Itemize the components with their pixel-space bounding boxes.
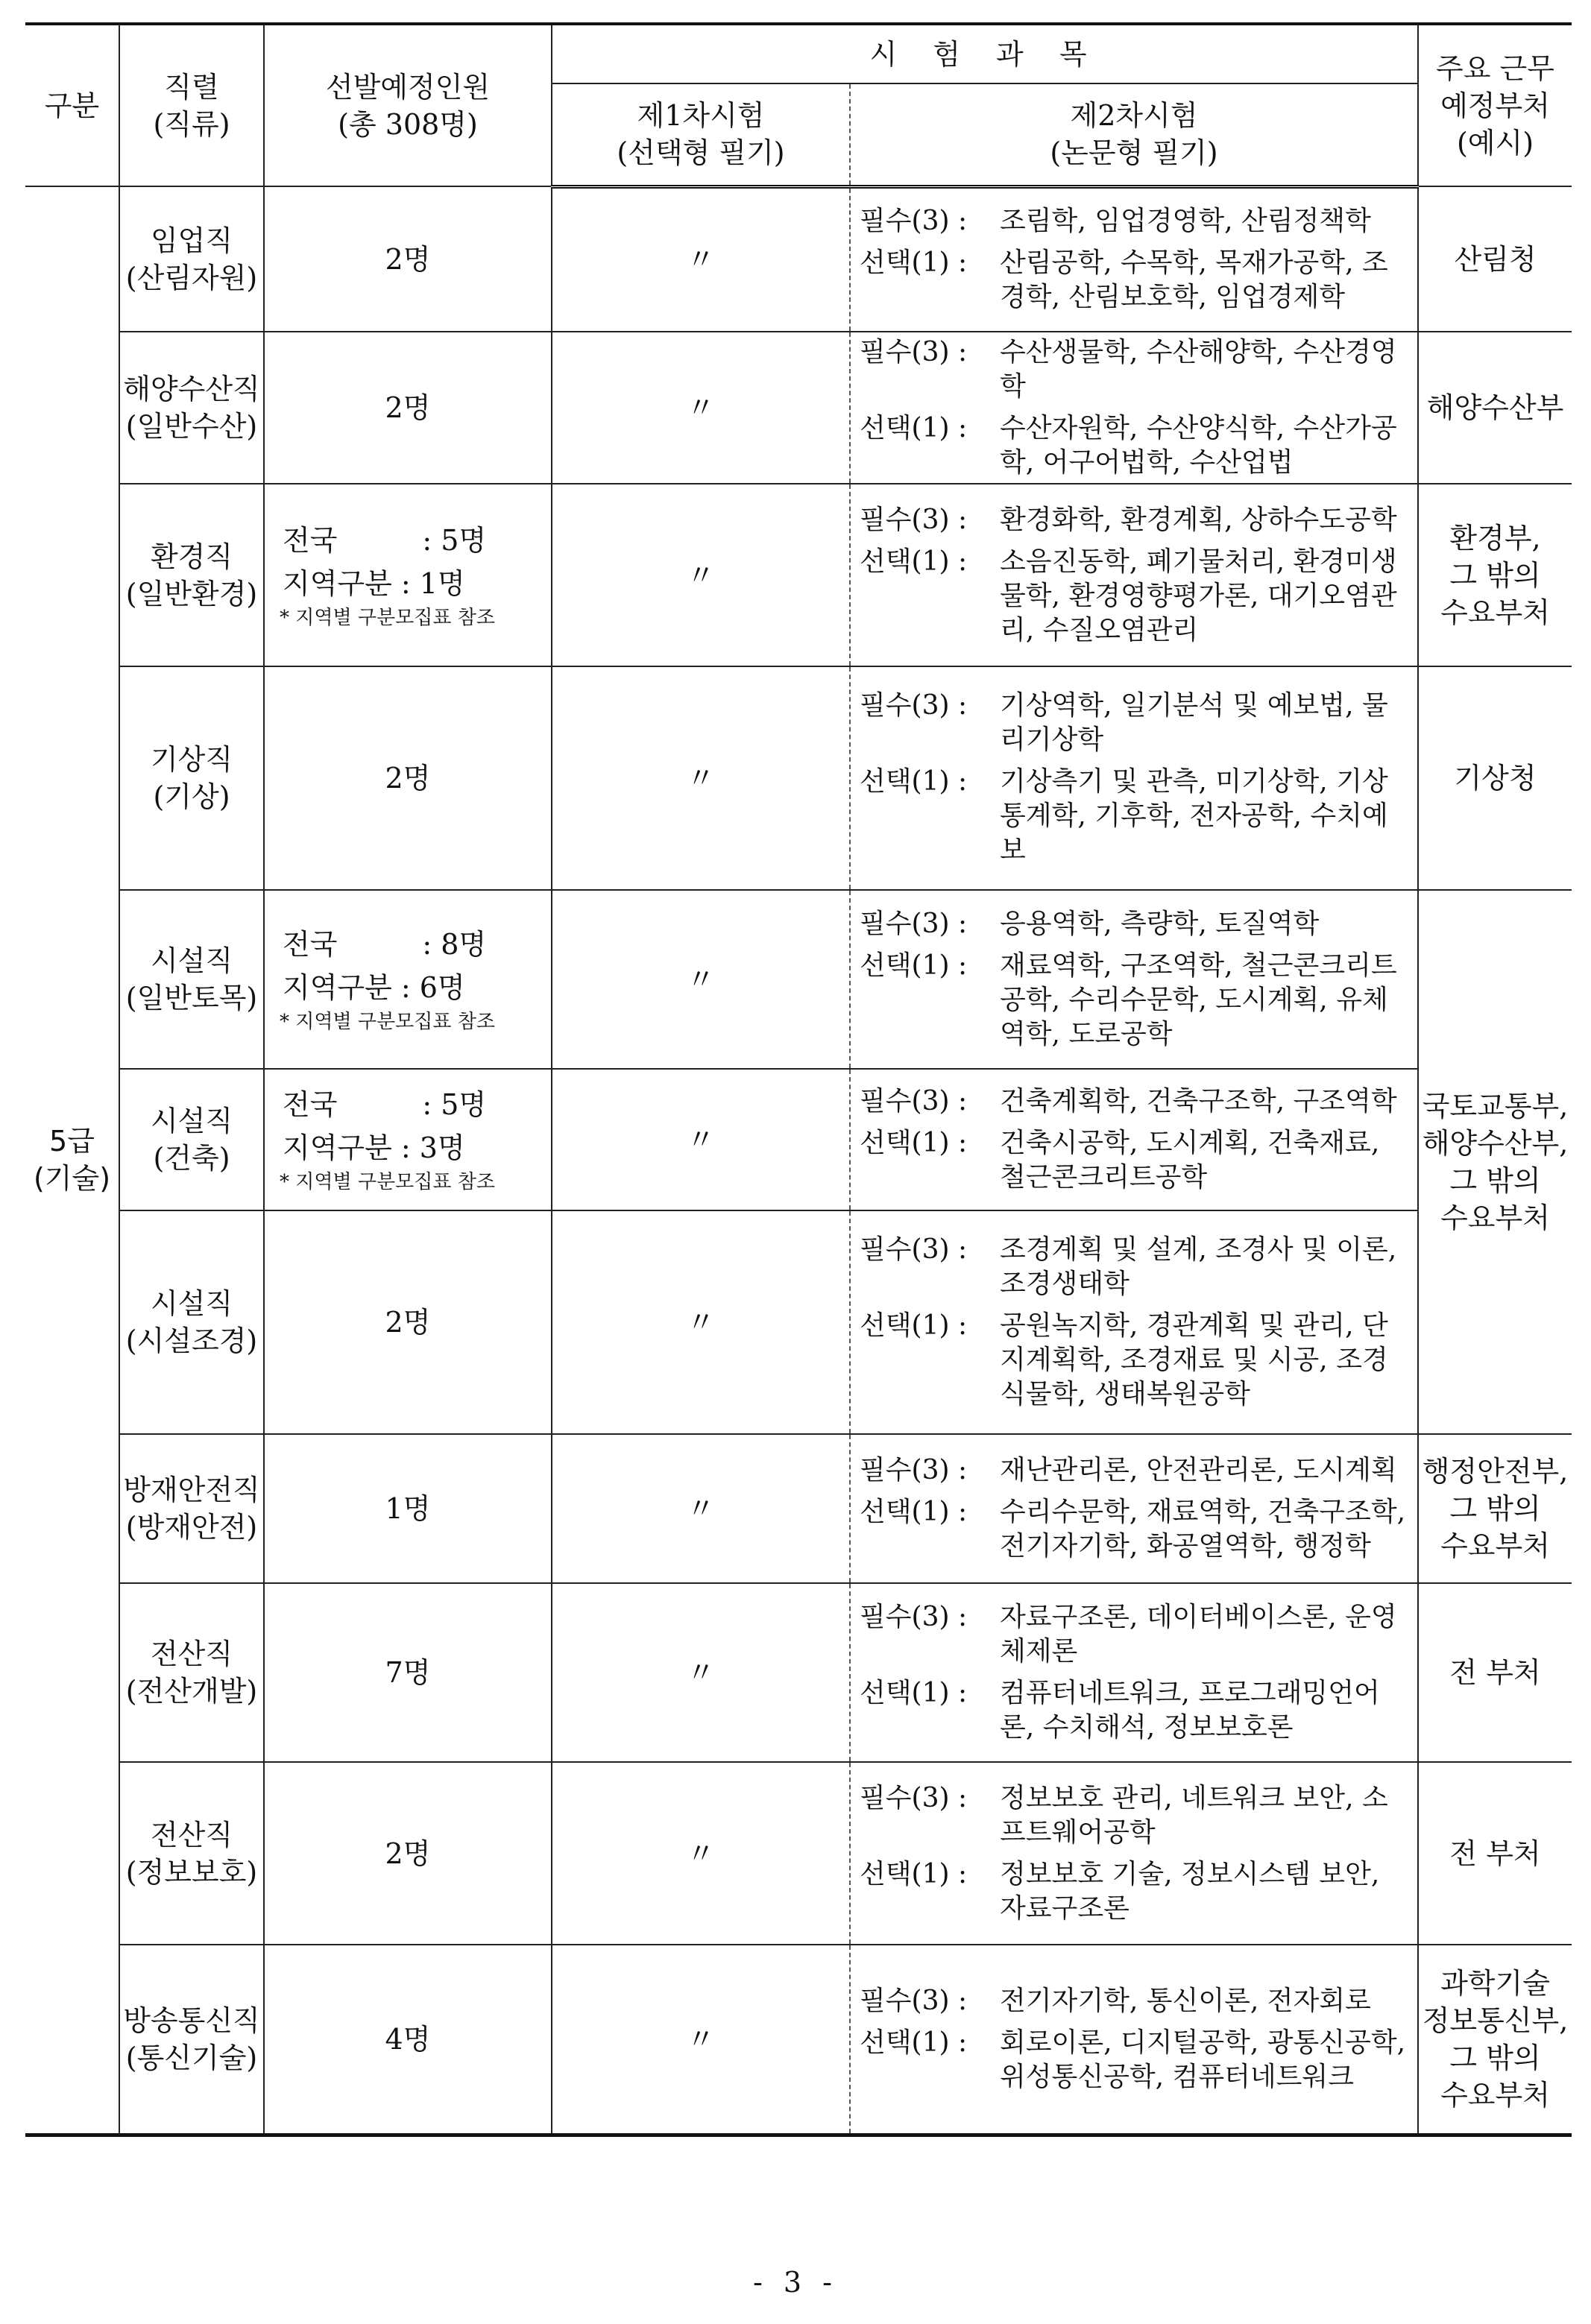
job-cell: 임업직 (산림자원) [119,186,264,332]
exam2-cell: 필수(3) : 전기자기학, 통신이론, 전자회로 선택(1) : 회로이론, 디지털공학, 광통신공학, 위성통신공학, 컴퓨터네트워크 [850,1945,1418,2135]
dept-cell: 전 부처 [1418,1583,1572,1762]
exam2-cell: 필수(3) : 자료구조론, 데이터베이스론, 운영체제론 선택(1) : 컴퓨터네트워크, 프로그래밍언어론, 수치해석, 정보보호론 [850,1583,1418,1762]
grade-cell: 5급 (기술) [25,186,119,2135]
table-row [25,186,1572,332]
quota-cell: 전국 : 5명 지역구분 : 1명 * 지역별 구분모집표 참조 [264,484,552,666]
quota-cell: 4명 [264,1945,552,2135]
table-row [25,1945,1572,2135]
dept-cell: 해양수산부 [1418,332,1572,484]
quota-cell: 2명 [264,1762,552,1945]
job-cell: 기상직 (기상) [119,666,264,890]
header-exam2: 제2차시험 (논문형 필기) [850,83,1418,186]
job-cell: 방송통신직 (통신기술) [119,1945,264,2135]
exam2-cell: 필수(3) : 응용역학, 측량학, 토질역학 선택(1) : 재료역학, 구조역학, 철근콘크리트공학, 수리수문학, 도시계획, 유체역학, 도로공학 [850,890,1418,1069]
job-cell: 환경직 (일반환경) [119,484,264,666]
header-exam1: 제1차시험 (선택형 필기) [552,83,850,186]
exam2-cell: 필수(3) : 조림학, 임업경영학, 산림정책학 선택(1) : 산림공학, 수목학, 목재가공학, 조경학, 산림보호학, 임업경제학 [850,186,1418,332]
exam1-cell: 〃 [552,890,850,1069]
table-row [25,484,1572,666]
dept-cell: 기상청 [1418,666,1572,890]
exam1-cell: 〃 [552,484,850,666]
table-row [25,1069,1572,1210]
quota-cell: 전국 : 5명 지역구분 : 3명 * 지역별 구분모집표 참조 [264,1069,552,1210]
exam-subject-table [25,22,1572,2137]
table-row [25,1762,1572,1945]
job-cell: 시설직 (시설조경) [119,1210,264,1434]
dept-cell: 산림청 [1418,186,1572,332]
quota-cell: 1명 [264,1434,552,1583]
header-category: 구분 [25,24,119,186]
table-row [25,1210,1572,1434]
table-row [25,890,1572,1069]
header-quota: 선발예정인원 (총 308명) [264,24,552,186]
exam1-cell: 〃 [552,1762,850,1945]
exam2-cell: 필수(3) : 수산생물학, 수산해양학, 수산경영학 선택(1) : 수산자원학, 수산양식학, 수산가공학, 어구어법학, 수산업법 [850,332,1418,484]
exam2-cell: 필수(3) : 기상역학, 일기분석 및 예보법, 물리기상학 선택(1) : 기상측기 및 관측, 미기상학, 기상통계학, 기후학, 전자공학, 수치예보 [850,666,1418,890]
dept-cell: 과학기술 정보통신부, 그 밖의 수요부처 [1418,1945,1572,2135]
exam2-cell: 필수(3) : 조경계획 및 설계, 조경사 및 이론, 조경생태학 선택(1) : 공원녹지학, 경관계획 및 관리, 단지계획학, 조경재료 및 시공, 조경식물학, 생태복원공학 [850,1210,1418,1434]
table-row [25,1583,1572,1762]
quota-cell: 2명 [264,186,552,332]
table-row [25,332,1572,484]
quota-cell: 전국 : 8명 지역구분 : 6명 * 지역별 구분모집표 참조 [264,890,552,1069]
exam2-cell: 필수(3) : 건축계획학, 건축구조학, 구조역학 선택(1) : 건축시공학, 도시계획, 건축재료, 철근콘크리트공학 [850,1069,1418,1210]
job-cell: 전산직 (전산개발) [119,1583,264,1762]
exam1-cell: 〃 [552,1210,850,1434]
dept-cell: 행정안전부, 그 밖의 수요부처 [1418,1434,1572,1583]
exam1-cell: 〃 [552,1069,850,1210]
job-cell: 해양수산직 (일반수산) [119,332,264,484]
table-row [25,1434,1572,1583]
exam2-cell: 필수(3) : 정보보호 관리, 네트워크 보안, 소프트웨어공학 선택(1) : 정보보호 기술, 정보시스템 보안, 자료구조론 [850,1762,1418,1945]
exam1-cell: 〃 [552,1945,850,2135]
exam1-cell: 〃 [552,666,850,890]
exam2-cell: 필수(3) : 재난관리론, 안전관리론, 도시계획 선택(1) : 수리수문학, 재료역학, 건축구조학, 전기자기학, 화공열역학, 행정학 [850,1434,1418,1583]
job-cell: 방재안전직 (방재안전) [119,1434,264,1583]
exam1-cell: 〃 [552,186,850,332]
header-exam-subjects: 시 험 과 목 [552,24,1418,83]
page-number: - 3 - [752,2266,838,2299]
dept-cell: 환경부, 그 밖의 수요부처 [1418,484,1572,666]
header-dept: 주요 근무 예정부처 (예시) [1418,24,1572,186]
dept-cell: 전 부처 [1418,1762,1572,1945]
exam1-cell: 〃 [552,332,850,484]
dept-cell-shared: 국토교통부, 해양수산부, 그 밖의 수요부처 [1418,890,1572,1434]
job-cell: 시설직 (일반토목) [119,890,264,1069]
quota-cell: 2명 [264,666,552,890]
quota-cell: 2명 [264,332,552,484]
job-cell: 시설직 (건축) [119,1069,264,1210]
quota-cell: 2명 [264,1210,552,1434]
exam1-cell: 〃 [552,1583,850,1762]
exam1-cell: 〃 [552,1434,850,1583]
quota-cell: 7명 [264,1583,552,1762]
header-job: 직렬 (직류) [119,24,264,186]
job-cell: 전산직 (정보보호) [119,1762,264,1945]
exam2-cell: 필수(3) : 환경화학, 환경계획, 상하수도공학 선택(1) : 소음진동학, 폐기물처리, 환경미생물학, 환경영향평가론, 대기오염관리, 수질오염관리 [850,484,1418,666]
table-row [25,666,1572,890]
